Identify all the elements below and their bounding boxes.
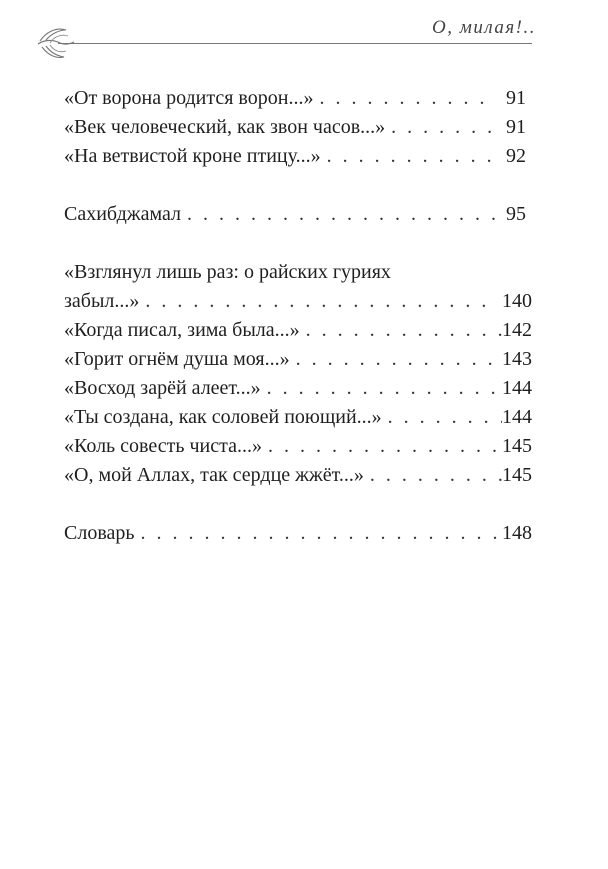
entry-title: «Век человеческий, как звон часов...» [64, 116, 386, 138]
toc-entry [64, 374, 532, 403]
entry-page-number: 140 [502, 290, 532, 312]
dot-leader [327, 142, 496, 171]
entry-title: «От ворона родится ворон...» [64, 87, 314, 109]
swash-ornament-icon [36, 24, 76, 69]
dot-leader [388, 403, 502, 432]
entry-title: «Восход зарёй алеет...» [64, 377, 261, 399]
entry-page-number: 143 [502, 348, 532, 370]
entry-page-number: 91 [506, 116, 526, 138]
toc-entry [64, 432, 532, 461]
entry-title: «О, мой Аллах, так сердце жжёт...» [64, 464, 364, 486]
dot-leader [296, 345, 502, 374]
toc-entry [64, 316, 532, 345]
entry-page-number: 144 [502, 377, 532, 399]
toc-entry [64, 113, 526, 142]
entry-title: «Коль совесть чиста...» [64, 435, 262, 457]
entry-title: Сахибджамал [64, 203, 182, 225]
page-header [0, 0, 608, 80]
entry-page-number: 95 [506, 203, 526, 225]
entry-title: забыл...» [64, 290, 140, 312]
toc-entry [64, 345, 532, 374]
dot-leader [187, 200, 496, 229]
entry-page-number: 92 [506, 145, 526, 167]
dot-leader [268, 432, 502, 461]
entry-title: Словарь [64, 522, 135, 544]
dot-leader [141, 519, 503, 548]
entry-title: «Ты создана, как соловей поющий...» [64, 406, 382, 428]
toc-entry [64, 461, 532, 490]
toc-entry [64, 519, 532, 548]
entry-page-number: 91 [506, 87, 526, 109]
toc-group [64, 84, 526, 171]
entry-title-line: «Взглянул лишь раз: о райских гуриях [64, 261, 391, 283]
entry-page-number: 145 [502, 435, 532, 457]
entry-page-number: 142 [502, 319, 532, 341]
toc-entry [64, 142, 526, 171]
entry-page-number: 144 [502, 406, 532, 428]
dot-leader [145, 287, 496, 316]
toc-group [64, 258, 532, 490]
header-rule [58, 43, 532, 44]
toc-entry [64, 84, 526, 113]
toc-group [64, 519, 532, 548]
entry-page-number: 148 [502, 522, 532, 544]
table-of-contents [64, 84, 532, 577]
toc-entry [64, 200, 526, 229]
entry-title: «Горит огнём душа моя...» [64, 348, 290, 370]
running-title: О, милая!.. [431, 17, 536, 38]
entry-title: «Когда писал, зима была...» [64, 319, 300, 341]
dot-leader [306, 316, 502, 345]
entry-page-number: 145 [502, 464, 532, 486]
toc-group [64, 200, 526, 229]
dot-leader [319, 84, 496, 113]
dot-leader [370, 461, 502, 490]
dot-leader [267, 374, 502, 403]
entry-title: «На ветвистой кроне птицу...» [64, 145, 321, 167]
toc-entry [64, 258, 532, 316]
dot-leader [391, 113, 496, 142]
toc-entry [64, 403, 532, 432]
